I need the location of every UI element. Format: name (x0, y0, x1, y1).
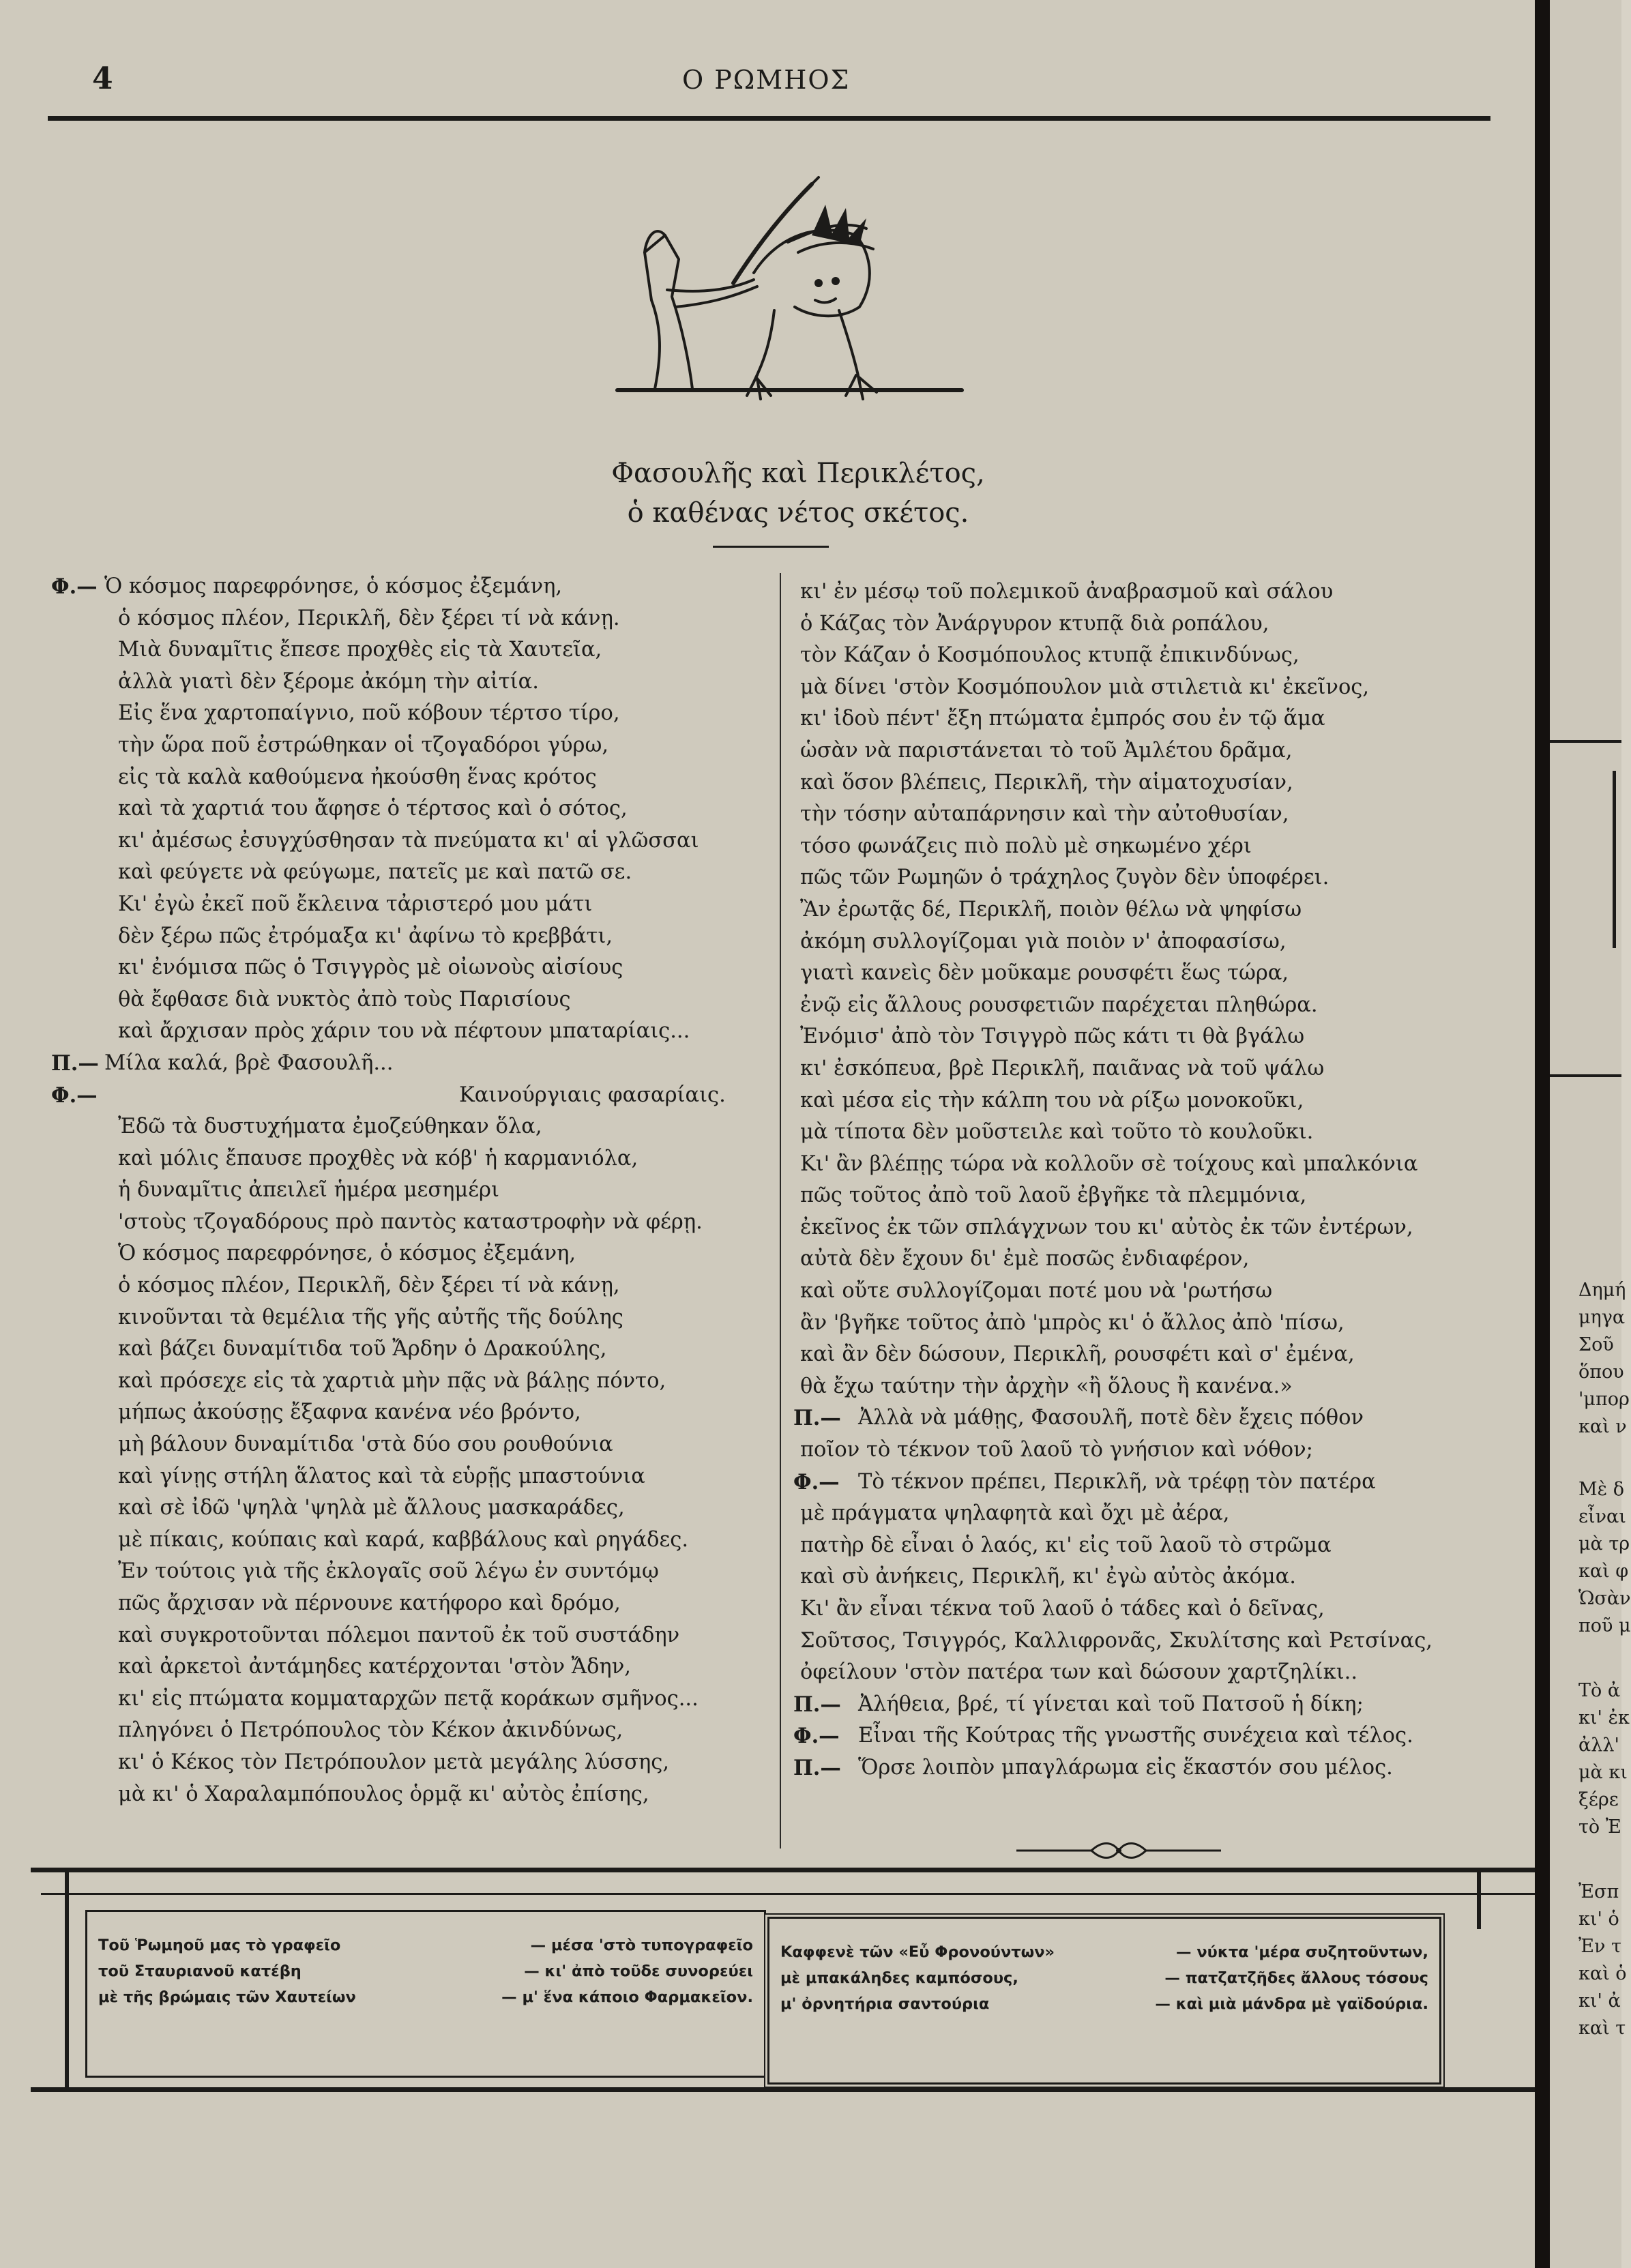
adjacent-page-text-fragment: Ἐσπ (1578, 1881, 1619, 1902)
speaker-label (793, 1149, 800, 1181)
speaker-label: Π.— (793, 1692, 841, 1717)
verse-line (51, 762, 767, 794)
verse-line (51, 1270, 767, 1302)
notice-line (780, 1991, 1428, 2017)
verse-line (51, 793, 767, 825)
adjacent-page-rule (1550, 1074, 1621, 1077)
verse-line (51, 1366, 767, 1398)
verse-line (51, 1683, 767, 1715)
verse-line (51, 952, 767, 984)
speaker-label: Φ.— (51, 574, 98, 599)
verse-line (793, 1467, 1516, 1499)
speaker-label (51, 1492, 104, 1525)
verse-line (793, 1625, 1516, 1658)
speaker-label (51, 634, 104, 666)
verse-line (793, 1243, 1516, 1276)
adjacent-page-text-fragment: ὅπου (1578, 1361, 1624, 1383)
speaker-label (793, 1530, 800, 1562)
verse-line (51, 1779, 767, 1811)
verse-line (793, 894, 1516, 926)
verse-text: ὀφείλουν 'στὸν πατέρα των καὶ δώσουν χαρτζηλίκι.. (800, 1660, 1358, 1685)
verse-text: μήπως ἀκούσῃς ἔξαφνα κανένα νέο βρόντο, (118, 1400, 581, 1425)
verse-line (51, 1651, 767, 1683)
newspaper-title: Ο ΡΩΜΗΟΣ (682, 65, 851, 95)
verse-text: ὁ κόσμος πλέον, Περικλῆ, δὲν ξέρει τί νὰ κάνῃ, (118, 1273, 620, 1298)
verse-text: κι' ἐν μέσῳ τοῦ πολεμικοῦ ἀναβρασμοῦ καὶ σάλου (800, 580, 1334, 604)
speaker-label (793, 1085, 800, 1117)
verse-line (51, 698, 767, 730)
notice-text: μὲ μπακάληδες καμπόσους, (780, 1969, 1018, 1987)
verse-text: ἐκεῖνος ἐκ τῶν σπλάγχνων του κι' αὐτὸς ἐκ τῶν ἐντέρων, (800, 1215, 1413, 1239)
caption-line-2: ὁ καθένας νέτος σκέτος. (627, 497, 969, 529)
speaker-label (793, 1053, 800, 1085)
verse-text: Κι' ἐγὼ ἐκεῖ ποῦ ἔκλεινα τἀριστερό μου μάτι (118, 892, 593, 916)
verse-text: δὲν ξέρω πῶς ἐτρόμαξα κι' ἀφίνω τὸ κρεββάτι, (118, 924, 613, 948)
verse-text: κι' εἰς πτώματα κομματαρχῶν πετᾷ κοράκων σμῆνος... (118, 1686, 699, 1711)
verse-text: καὶ σὲ ἰδῶ 'ψηλὰ 'ψηλὰ μὲ ἄλλους μασκαράδες, (118, 1496, 625, 1520)
speaker-label (51, 1270, 104, 1302)
notice-text: — μέσα 'στὸ τυπογραφεῖο (530, 1936, 753, 1954)
speaker-label (793, 1657, 800, 1689)
verse-text: αὐτὰ δὲν ἔχουν δι' ἐμὲ ποσῶς ἐνδιαφέρον, (800, 1247, 1250, 1271)
verse-text: Ὁ κόσμος παρεφρόνησε, ὁ κόσμος ἐξεμάνη, (104, 574, 563, 598)
speaker-label (51, 952, 104, 984)
verse-line (51, 921, 767, 953)
verse-line (793, 576, 1516, 608)
notice-frame-left (65, 1868, 69, 2089)
speaker-label (51, 1397, 104, 1429)
verse-text: καὶ ἀρκετοὶ ἀντάμηδες κατέρχονται 'στὸν Ἄδην, (118, 1655, 631, 1679)
verse-line (793, 1117, 1516, 1149)
caption-rule (713, 546, 829, 548)
verse-line (793, 799, 1516, 831)
verse-text: τὴν ὥρα ποῦ ἐστρώθηκαν οἱ τζογαδόροι γύρω, (118, 733, 609, 757)
speaker-label (51, 762, 104, 794)
speaker-label: Π.— (51, 1050, 99, 1076)
adjacent-page-text-fragment: τὸ Ἐ (1578, 1816, 1621, 1838)
verse-line (51, 1715, 767, 1747)
verse-text: Εἰς ἕνα χαρτοπαίγνιο, ποῦ κόβουν τέρτσο τίρο, (118, 701, 620, 726)
verse-line (793, 958, 1516, 990)
verse-text: ὁ Κάζας τὸν Ἀνάργυρον κτυπᾷ διὰ ροπάλου, (800, 611, 1269, 636)
speaker-label (51, 1556, 104, 1588)
verse-text: καὶ οὔτε συλλογίζομαι ποτέ μου νὰ 'ρωτήσω (800, 1279, 1273, 1304)
verse-text: μὰ τίποτα δὲν μοῦστειλε καὶ τοῦτο τὸ κουλοῦκι. (800, 1120, 1314, 1145)
notice-text: — κι' ἀπὸ τοῦδε συνορεύει (524, 1962, 753, 1980)
notice-office-moved (85, 1910, 766, 2078)
verse-line (793, 1212, 1516, 1244)
verse-line (51, 857, 767, 889)
verse-text: ἡ δυναμῖτις ἀπειλεῖ ἡμέρα μεσημέρι (118, 1178, 499, 1203)
cartoon-caption (600, 454, 996, 533)
verse-text: Μιὰ δυναμῖτις ἔπεσε προχθὲς εἰς τὰ Χαυτεῖα, (118, 638, 602, 662)
verse-text: Ἐνόμισ' ἀπὸ τὸν Τσιγγρὸ πῶς κάτι τι θὰ βγάλω (800, 1025, 1305, 1049)
verse-line (793, 1498, 1516, 1530)
adjacent-page-text-fragment: Ὡσὰν (1578, 1588, 1631, 1609)
verse-text: μὲ πράγματα ψηλαφητὰ καὶ ὄχι μὲ ἀέρα, (800, 1501, 1230, 1526)
verse-line (793, 1339, 1516, 1371)
verse-text: πληγόνει ὁ Πετρόπουλος τὸν Κέκον ἀκινδύνως, (118, 1718, 623, 1743)
verse-line (51, 889, 767, 921)
speaker-label (51, 1620, 104, 1652)
adjacent-page-text-fragment: κι' ἀ (1578, 1990, 1621, 2012)
verse-text: Ἐν τούτοις γιὰ τῆς ἐκλογαῖς σοῦ λέγω ἐν συντόμῳ (118, 1559, 659, 1584)
speaker-label (51, 1175, 104, 1207)
verse-line (51, 1461, 767, 1493)
speaker-label (51, 603, 104, 635)
speaker-label (51, 1715, 104, 1747)
verse-text: καὶ μέσα εἰς τὴν κάλπη του νὰ ρίξω μονοκοῦκι, (800, 1088, 1304, 1113)
verse-text: καὶ ὅσον βλέπεις, Περικλῆ, τὴν αἱματοχυσίαν, (800, 770, 1293, 795)
notice-line (780, 1965, 1428, 1991)
notice-line (98, 1958, 753, 1984)
verse-text: θὰ ἔφθασε διὰ νυκτὸς ἀπὸ τοὺς Παρισίους (118, 987, 571, 1012)
verse-line (793, 672, 1516, 704)
verse-line (51, 1525, 767, 1557)
speaker-label (793, 767, 800, 799)
speaker-label (793, 1371, 800, 1403)
verse-text: καὶ σὺ ἀνήκεις, Περικλῆ, κι' ἐγὼ αὐτὸς ἀκόμα. (800, 1565, 1296, 1589)
speaker-label (51, 1429, 104, 1461)
verse-text: Τὸ τέκνον πρέπει, Περικλῆ, νὰ τρέφῃ τὸν πατέρα (858, 1469, 1376, 1494)
verse-line (51, 1016, 767, 1048)
cartoon-illustration (614, 171, 969, 437)
speaker-label (793, 1498, 800, 1530)
verse-line (51, 1143, 767, 1175)
notice-text: — νύκτα 'μέρα συζητοῦντων, (1175, 1943, 1428, 1961)
verse-line (51, 1397, 767, 1429)
notice-frame-rule (41, 1893, 1535, 1895)
verse-line (793, 767, 1516, 799)
adjacent-page-text-fragment: Μὲ δ (1578, 1479, 1624, 1500)
verse-line (793, 1434, 1516, 1467)
verse-line (51, 1429, 767, 1461)
speaker-label: Φ.— (793, 1469, 840, 1494)
column-divider (780, 573, 781, 1849)
verse-text: καὶ γίνῃς στήλη ἅλατος καὶ τὰ εὑρῇς μπαστούνια (118, 1464, 645, 1488)
verse-text: ὁ κόσμος πλέον, Περικλῆ, δὲν ξέρει τί νὰ κάνῃ. (118, 606, 620, 630)
speaker-label (793, 990, 800, 1022)
verse-line (793, 1308, 1516, 1340)
verse-text: τὴν τόσην αὐταπάρνησιν καὶ τὴν αὐτοθυσίαν, (800, 802, 1289, 827)
speaker-label (51, 1366, 104, 1398)
verse-text: Καινούργιαις φασαρίαις. (459, 1083, 726, 1107)
verse-text: μὰ δίνει 'στὸν Κοσμόπουλον μιὰ στιλετιὰ κι' ἐκεῖνος, (800, 675, 1370, 699)
verse-text: πῶς τῶν Ρωμηῶν ὁ τράχηλος ζυγὸν δὲν ὑποφέρει. (800, 866, 1329, 890)
notice-text: — πατζατζῆδες ἄλλους τόσους (1164, 1969, 1428, 1987)
verse-line (51, 1588, 767, 1620)
verse-text: ὡσὰν νὰ παριστάνεται τὸ τοῦ Ἀμλέτου δρᾶμα, (800, 738, 1293, 763)
verse-line (793, 1752, 1516, 1784)
header-rule (48, 116, 1490, 121)
verse-line (51, 1492, 767, 1525)
verse-text: πῶς ἄρχισαν νὰ πέρνουνε κατήφορο καὶ δρόμο, (118, 1591, 621, 1615)
speaker-label (793, 608, 800, 640)
speaker-label (793, 1021, 800, 1053)
adjacent-page-text-fragment: μηγα (1578, 1307, 1626, 1328)
verse-line (51, 1747, 767, 1779)
speaker-label (793, 862, 800, 894)
adjacent-page-text-fragment: καὶ ν (1578, 1416, 1627, 1437)
verse-text: ἀκόμη συλλογίζομαι γιὰ ποιὸν ν' ἀποφασίσω, (800, 929, 1287, 954)
verse-text: Κι' ἂν εἶναι τέκνα τοῦ λαοῦ ὁ τάδες καὶ ὁ δεῖνας, (800, 1597, 1325, 1621)
speaker-label (793, 1625, 800, 1658)
verse-line (51, 825, 767, 857)
speaker-label (51, 730, 104, 762)
verse-text: Ἀλλὰ νὰ μάθῃς, Φασουλῆ, ποτὲ δὲν ἔχεις πόθον (858, 1406, 1364, 1430)
verse-text: εἰς τὰ καλὰ καθούμενα ἠκούσθη ἕνας κρότος (118, 765, 597, 789)
verse-text: μὴ βάλουν δυναμίτιδα 'στὰ δύο σου ρουθούνια (118, 1432, 613, 1457)
speaker-label (51, 1461, 104, 1493)
verse-line (51, 1111, 767, 1143)
speaker-label: Π.— (793, 1755, 841, 1780)
speaker-label (793, 1308, 800, 1340)
adjacent-page-text-fragment: Σοῦ (1578, 1334, 1614, 1355)
verse-text: Ἐδῶ τὰ δυστυχήματα ἐμοζεύθηκαν ὅλα, (118, 1115, 542, 1139)
verse-line (793, 926, 1516, 958)
speaker-label (51, 1143, 104, 1175)
adjacent-page-text-fragment: καὶ τ (1578, 2018, 1626, 2039)
notice-text: μὲ τῆς βρώμαις τῶν Χαυτείων (98, 1988, 356, 2006)
verse-line (51, 1238, 767, 1270)
speaker-label (793, 1243, 800, 1276)
adjacent-page-rule (1550, 740, 1621, 743)
speaker-label (51, 1207, 104, 1239)
verse-line (793, 1053, 1516, 1085)
verse-line (51, 1302, 767, 1334)
speaker-label (793, 576, 800, 608)
speaker-label (793, 1593, 800, 1625)
speaker-label (51, 1683, 104, 1715)
notice-cafe (767, 1917, 1441, 2085)
verse-text: Ὅρσε λοιπὸν μπαγλάρωμα εἰς ἕκαστόν σου μέλος. (858, 1755, 1393, 1780)
verse-line (793, 831, 1516, 863)
adjacent-page-edge (1550, 0, 1631, 2268)
speaker-label (793, 672, 800, 704)
verse-text: καὶ πρόσεχε εἰς τὰ χαρτιὰ μὴν πᾷς νὰ βάλῃς πόντο, (118, 1368, 666, 1393)
verse-line (793, 1720, 1516, 1752)
speaker-label (793, 1276, 800, 1308)
verse-text: 'στοὺς τζογαδόρους πρὸ παντὸς καταστροφὴν νὰ φέρῃ. (118, 1209, 703, 1234)
verse-text: κι' ἐνόμισα πῶς ὁ Τσιγγρὸς μὲ οἰωνοὺς αἰσίους (118, 956, 623, 980)
speaker-label: Φ.— (793, 1724, 840, 1749)
speaker-label (51, 1016, 104, 1048)
verse-text: καὶ ἄρχισαν πρὸς χάριν του νὰ πέφτουν μπαταρίαις... (118, 1019, 690, 1044)
adjacent-page-text-fragment: καὶ ὁ (1578, 1963, 1627, 1984)
notice-frame-right (1477, 1868, 1481, 1929)
verse-text: ἂν 'βγῆκε τοῦτος ἀπὸ 'μπρὸς κι' ὁ ἄλλος ἀπὸ 'πίσω, (800, 1310, 1345, 1335)
speaker-label (51, 666, 104, 698)
speaker-label (51, 1651, 104, 1683)
speaker-label (793, 1180, 800, 1212)
verse-text: καὶ μόλις ἔπαυσε προχθὲς νὰ κόβ' ἡ καρμανιόλα, (118, 1146, 638, 1170)
verse-text: καὶ συγκροτοῦνται πόλεμοι παντοῦ ἐκ τοῦ συστάδην (118, 1623, 680, 1647)
speaker-label (51, 1238, 104, 1270)
verse-text: ἀλλὰ γιατὶ δὲν ξέρομε ἀκόμη τὴν αἰτία. (118, 669, 539, 694)
verse-line (793, 1689, 1516, 1721)
speaker-label (793, 926, 800, 958)
adjacent-page-bar (1613, 771, 1616, 948)
page-number: 4 (92, 61, 113, 96)
verse-text: Κι' ἂν βλέπῃς τώρα νὰ κολλοῦν σὲ τοίχους καὶ μπαλκόνια (800, 1151, 1418, 1176)
notice-text: μ' ὀρνητήρια σαντούρια (780, 1995, 990, 2013)
notice-text: — καὶ μιὰ μάνδρα μὲ γαϊδούρια. (1155, 1995, 1428, 2013)
adjacent-page-text-fragment: μὰ κι (1578, 1762, 1628, 1783)
speaker-label (793, 958, 800, 990)
speaker-label (793, 799, 800, 831)
caption-line-1: Φασουλῆς καὶ Περικλέτος, (611, 458, 985, 489)
verse-line (51, 1620, 767, 1652)
adjacent-page-text-fragment: καὶ φ (1578, 1561, 1629, 1582)
speaker-label (51, 889, 104, 921)
verse-line (793, 1530, 1516, 1562)
speaker-label: Φ.— (51, 1083, 98, 1108)
verse-line (793, 1276, 1516, 1308)
speaker-label (793, 831, 800, 863)
speaker-label (51, 1302, 104, 1334)
verse-line (51, 666, 767, 698)
speaker-label (793, 1434, 800, 1467)
notice-line (98, 1984, 753, 2010)
verse-text: ἐνῷ εἰς ἄλλους ρουσφετιῶν παρέχεται πληθώρα. (800, 992, 1318, 1017)
notice-text: Τοῦ Ῥωμηοῦ μας τὸ γραφεῖο (98, 1936, 341, 1954)
notice-line (780, 1939, 1428, 1965)
verse-line (793, 862, 1516, 894)
speaker-label (793, 735, 800, 767)
verse-line (793, 1593, 1516, 1625)
verse-line (793, 1561, 1516, 1593)
notice-frame-bottom (31, 2087, 1535, 2092)
verse-text: Εἶναι τῆς Κούτρας τῆς γνωστῆς συνέχεια καὶ τέλος. (858, 1724, 1413, 1748)
verse-line (51, 634, 767, 666)
speaker-label (793, 1561, 800, 1593)
adjacent-page-text-fragment: εἶναι (1578, 1506, 1626, 1527)
speaker-label (51, 857, 104, 889)
verse-line (51, 1334, 767, 1366)
adjacent-page-text-fragment: 'μπορ (1578, 1389, 1630, 1410)
verse-line (51, 1207, 767, 1239)
verse-line (51, 1556, 767, 1588)
verse-line (51, 1048, 767, 1080)
verse-line (793, 1180, 1516, 1212)
verse-text: Ἀλήθεια, βρέ, τί γίνεται καὶ τοῦ Πατσοῦ ἡ δίκη; (858, 1692, 1364, 1716)
verse-line (793, 1657, 1516, 1689)
speaker-label (793, 1117, 800, 1149)
adjacent-page-text-fragment: ξέρε (1578, 1789, 1619, 1810)
verse-text: καὶ τὰ χαρτιά του ἄφησε ὁ τέρτσος καὶ ὁ σότος, (118, 797, 628, 821)
notice-text: τοῦ Σταυριανοῦ κατέβη (98, 1962, 302, 1980)
verse-line (51, 984, 767, 1016)
verse-line (793, 735, 1516, 767)
verse-text: καὶ φεύγετε νὰ φεύγωμε, πατεῖς με καὶ πατῶ σε. (118, 860, 632, 885)
verse-line (793, 703, 1516, 735)
adjacent-page-text-fragment: κι' ἐκ (1578, 1707, 1630, 1728)
verse-text: πῶς τοῦτος ἀπὸ τοῦ λαοῦ ἐβγῆκε τὰ πλεμμόνια, (800, 1183, 1307, 1208)
verse-text: Ὁ κόσμος παρεφρόνησε, ὁ κόσμος ἐξεμάνη, (118, 1241, 576, 1266)
speaker-label (793, 1339, 800, 1371)
speaker-label (51, 984, 104, 1016)
adjacent-page-text-fragment: ποῦ μ (1578, 1615, 1631, 1636)
verse-text: κι' ἐσκόπευα, βρὲ Περικλῆ, παιᾶνας νὰ τοῦ ψάλω (800, 1056, 1325, 1080)
verse-line (51, 571, 767, 603)
verse-text: ποῖον τὸ τέκνον τοῦ λαοῦ τὸ γνήσιον καὶ νόθον; (800, 1438, 1313, 1462)
speaker-label (51, 1525, 104, 1557)
verse-text: μὲ πίκαις, κούπαις καὶ καρά, καββάλους καὶ ρηγάδες. (118, 1527, 689, 1552)
speaker-label (793, 703, 800, 735)
speaker-label (51, 1779, 104, 1811)
adjacent-page-text-fragment: ἀλλ' (1578, 1735, 1619, 1756)
adjacent-page-text-fragment: μὰ τρ (1578, 1533, 1630, 1555)
left-column-dialogue (51, 571, 767, 1810)
verse-text: θὰ ἔχω ταύτην τὴν ἀρχὴν «ἢ ὅλους ἢ κανένα.» (800, 1374, 1293, 1398)
end-ornament (1016, 1838, 1221, 1863)
notice-frame-top (31, 1868, 1535, 1872)
adjacent-page-text-fragment: κι' ὁ (1578, 1909, 1619, 1930)
verse-text: πατὴρ δὲ εἶναι ὁ λαός, κι' εἰς τοῦ λαοῦ τὸ στρῶμα (800, 1533, 1332, 1557)
verse-line (793, 1371, 1516, 1403)
adjacent-page-text-fragment: Τὸ ἀ (1578, 1680, 1621, 1701)
verse-line (793, 1402, 1516, 1434)
verse-line (793, 608, 1516, 640)
verse-line (793, 1149, 1516, 1181)
speaker-label (51, 1334, 104, 1366)
speaker-label (793, 640, 800, 672)
verse-line (793, 1085, 1516, 1117)
verse-text: Σοῦτσος, Τσιγγρός, Καλλιφρονᾶς, Σκυλίτσης καὶ Ρετσίνας, (800, 1628, 1433, 1653)
verse-text: τὸν Κάζαν ὁ Κοσμόπουλος κτυπᾷ ἐπικινδύνως, (800, 643, 1299, 668)
verse-text: καὶ ἂν δὲν δώσουν, Περικλῆ, ρουσφέτι καὶ σ' ἐμένα, (800, 1342, 1355, 1367)
verse-line (793, 640, 1516, 672)
adjacent-page-text-fragment: Δημή (1578, 1280, 1626, 1301)
verse-line (51, 1175, 767, 1207)
notice-line (98, 1932, 753, 1958)
verse-line (793, 1021, 1516, 1053)
verse-text: Μίλα καλά, βρὲ Φασουλῆ... (104, 1050, 394, 1075)
verse-text: καὶ βάζει δυναμίτιδα τοῦ Ἄρδην ὁ Δρακούλης, (118, 1337, 607, 1361)
verse-line (51, 730, 767, 762)
speaker-label (51, 1111, 104, 1143)
verse-text: κι' ἰδοὺ πέντ' ἔξη πτώματα ἐμπρός σου ἐν τῷ ἅμα (800, 707, 1325, 731)
verse-text: κι' ἀμέσως ἐσυγχύσθησαν τὰ πνεύματα κι' αἱ γλῶσσαι (118, 828, 699, 853)
verse-text: γιατὶ κανεὶς δὲν μοῦκαμε ρουσφέτι ἕως τώρα, (800, 961, 1289, 986)
speaker-label: Π.— (793, 1406, 841, 1431)
speaker-label (51, 1747, 104, 1779)
verse-text: μὰ κι' ὁ Χαραλαμπόπουλος ὁρμᾷ κι' αὐτὸς ἐπίσης, (118, 1782, 649, 1806)
verse-line (793, 990, 1516, 1022)
verse-line (51, 603, 767, 635)
right-column-dialogue (793, 576, 1516, 1784)
speaker-label (793, 894, 800, 926)
speaker-label (51, 1588, 104, 1620)
speaker-label (51, 921, 104, 953)
binding-gutter (1535, 0, 1550, 2268)
verse-text: τόσο φωνάζεις πιὸ πολὺ μὲ σηκωμένο χέρι (800, 834, 1252, 858)
adjacent-page-text-fragment: Ἐν τ (1578, 1936, 1621, 1957)
verse-text: κινοῦνται τὰ θεμέλια τῆς γῆς αὐτῆς τῆς δούλης (118, 1305, 623, 1329)
notice-text: — μ' ἕνα κάποιο Φαρμακεῖον. (501, 1988, 753, 2006)
notice-text: Καφφενὲ τῶν «Εὖ Φρονούντων» (780, 1943, 1055, 1961)
speaker-label (51, 793, 104, 825)
verse-text: κι' ὁ Κέκος τὸν Πετρόπουλον μετὰ μεγάλης λύσσης, (118, 1750, 670, 1774)
speaker-label (793, 1212, 800, 1244)
verse-line (51, 1080, 767, 1112)
speaker-label (51, 825, 104, 857)
verse-text: Ἂν ἐρωτᾷς δέ, Περικλῆ, ποιὸν θέλω νὰ ψηφίσω (800, 897, 1302, 922)
speaker-label (51, 698, 104, 730)
